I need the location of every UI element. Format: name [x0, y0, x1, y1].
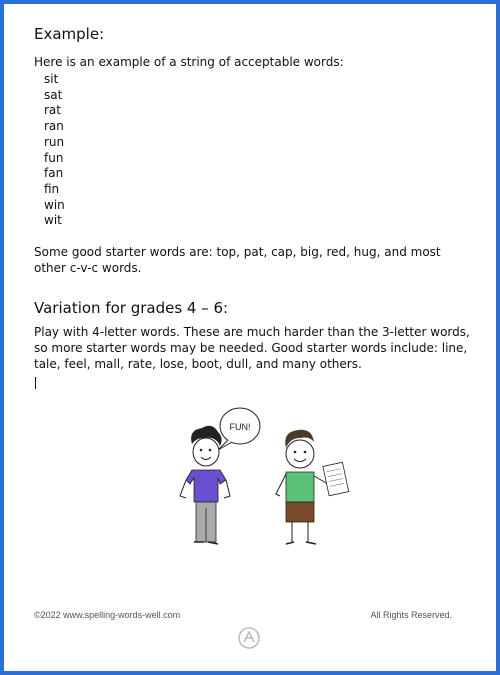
boy-right	[276, 430, 349, 544]
word-item: wit	[44, 213, 62, 228]
text-cursor	[35, 377, 36, 389]
starter-words-text: Some good starter words are: top, pat, cap, big, red, hug, and most other c-v-c words.	[34, 245, 441, 276]
example-heading: Example:	[34, 25, 105, 43]
variation-heading: Variation for grades 4 – 6:	[34, 299, 229, 318]
shirt-right	[286, 472, 314, 502]
bubble-text: FUN!	[229, 422, 251, 432]
footer-rights: All Rights Reserved.	[370, 610, 452, 620]
word-item: fun	[44, 150, 64, 165]
word-item: sat	[44, 87, 63, 102]
word-item: ran	[44, 119, 64, 134]
boy-left	[180, 426, 230, 544]
word-item: win	[44, 197, 65, 212]
variation-text: Play with 4-letter words. These are much harder than the 3-letter words, so more starter words may be needed. Good starter words include: line, tale, feel, mall, rate, lose, boot, dull, and many others.	[34, 325, 470, 372]
word-item: run	[44, 134, 65, 149]
word-item: fan	[44, 166, 64, 181]
word-item: fin	[44, 181, 60, 196]
word-list	[34, 72, 474, 229]
footer-copyright: ©2022 www.spelling-words-well.com	[34, 610, 181, 620]
notepad	[323, 462, 349, 496]
kids-illustration	[174, 404, 364, 554]
site-logo-icon	[237, 626, 261, 650]
word-item: rat	[44, 103, 61, 118]
shirt-left	[186, 470, 226, 502]
page-content	[34, 24, 474, 372]
speech-bubble	[218, 408, 260, 450]
example-intro: Here is an example of a string of acceptable words:	[34, 55, 344, 69]
word-item: sit	[44, 72, 59, 86]
